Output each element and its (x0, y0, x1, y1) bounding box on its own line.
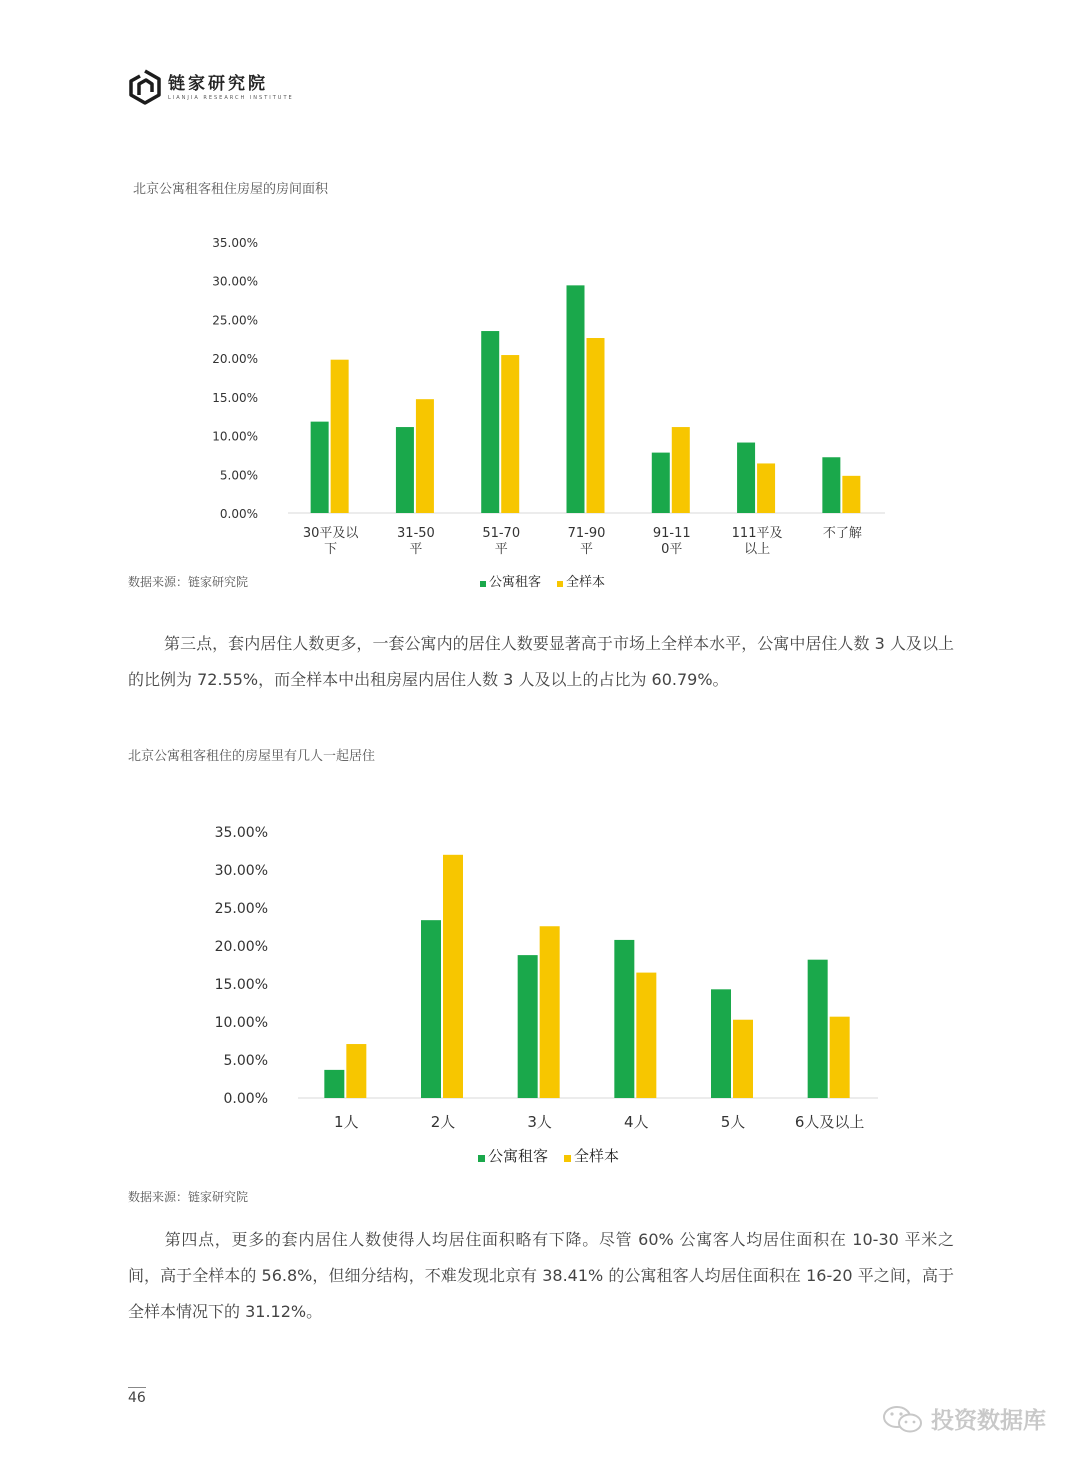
x-category-label: 平 (579, 542, 594, 557)
legend-label-1: 全样本 (574, 1147, 620, 1165)
x-category-label: 111平及 (731, 526, 783, 541)
y-tick-label: 5.00% (223, 1053, 268, 1069)
bar-all-sample-5 (757, 463, 775, 513)
page-number: 46 (128, 1390, 146, 1406)
y-tick-label: 0.00% (223, 1091, 268, 1107)
bar-apartment-6 (822, 457, 840, 513)
bar-all-sample-2 (540, 926, 560, 1098)
y-tick-label: 20.00% (214, 939, 268, 955)
x-category-label: 4人 (624, 1113, 649, 1131)
bar-all-sample-3 (636, 973, 656, 1098)
y-tick-label: 10.00% (212, 429, 258, 444)
y-tick-label: 0.00% (219, 507, 258, 521)
legend-label-0: 公寓租客 (488, 1147, 549, 1165)
page-number-rule (128, 1387, 146, 1388)
legend-label-0: 公寓租客 (489, 575, 542, 590)
chart2-title: 北京公寓租客租住的房屋里有几人一起居住 (128, 749, 376, 764)
legend-swatch-0 (478, 1155, 485, 1162)
watermark (881, 1402, 1046, 1435)
x-category-label: 0平 (661, 542, 683, 557)
logo-subtitle: LIANJIA RESEARCH INSTITUTE (168, 95, 294, 101)
y-tick-label: 15.00% (212, 390, 258, 405)
bar-apartment-0 (324, 1070, 344, 1098)
bar-apartment-0 (311, 422, 329, 513)
x-category-label: 30平及以 (302, 526, 359, 541)
y-tick-label: 5.00% (219, 468, 258, 483)
header-logo (128, 66, 294, 110)
bar-all-sample-6 (842, 476, 860, 513)
legend-swatch-0 (480, 581, 486, 587)
bar-all-sample-1 (443, 855, 463, 1098)
x-category-label: 1人 (334, 1113, 359, 1131)
paragraph-1-text: 第三点，套内居住人数更多，一套公寓内的居住人数要显著高于市场上全样本水平，公寓中居住人数 3 人及以上的比例为 72.55%，而全样本中出租房屋内居住人数 3 人及以上的占比为 60.79%。 (128, 634, 954, 689)
wechat-icon (881, 1404, 925, 1434)
y-tick-label: 35.00% (212, 236, 258, 250)
legend-label-1: 全样本 (566, 575, 606, 590)
bar-all-sample-1 (416, 399, 434, 513)
bar-apartment-1 (396, 427, 414, 513)
chart1-source: 数据来源：链家研究院 (128, 575, 249, 589)
chart1 (128, 225, 908, 600)
y-tick-label: 35.00% (214, 825, 268, 841)
chart2 (128, 815, 908, 1175)
watermark-text: 投资数据库 (931, 1408, 1046, 1434)
y-tick-label: 25.00% (212, 313, 258, 328)
bar-all-sample-0 (346, 1044, 366, 1098)
bar-apartment-3 (614, 940, 634, 1098)
paragraph-2-text: 第四点，更多的套内居住人数使得人均居住面积略有下降。尽管 60% 公寓客人均居住面积在 10-30 平米之间，高于全样本的 56.8%，但细分结构，不难发现北京有 38.41% 的公寓租客人均居住面积在 16-20 平之间，高于全样本情况下的 31.12%。 (128, 1230, 954, 1321)
x-category-label: 平 (409, 542, 423, 557)
bar-apartment-4 (711, 989, 731, 1098)
bar-all-sample-5 (830, 1017, 850, 1098)
bar-apartment-2 (518, 955, 538, 1098)
bar-apartment-5 (737, 443, 755, 513)
x-category-label: 下 (324, 542, 338, 557)
bar-all-sample-0 (331, 360, 349, 513)
x-category-label: 平 (494, 542, 508, 557)
x-category-label: 不了解 (822, 526, 862, 541)
x-category-label: 6人及以上 (794, 1113, 865, 1131)
x-category-label: 5人 (720, 1113, 746, 1131)
bar-apartment-3 (567, 285, 585, 513)
bar-all-sample-4 (733, 1020, 753, 1098)
y-tick-label: 30.00% (212, 274, 258, 289)
x-category-label: 91-11 (652, 526, 691, 541)
lianjia-logo-icon (128, 69, 162, 107)
x-category-label: 2人 (430, 1113, 456, 1131)
x-category-label: 3人 (527, 1113, 552, 1131)
paragraph-1 (128, 626, 954, 698)
paragraph-2 (128, 1222, 954, 1330)
bar-apartment-1 (421, 920, 441, 1098)
y-tick-label: 15.00% (214, 977, 268, 993)
y-tick-label: 20.00% (212, 352, 258, 367)
bar-all-sample-2 (501, 355, 519, 513)
legend-swatch-1 (557, 581, 563, 587)
legend-swatch-1 (564, 1155, 571, 1162)
bar-apartment-5 (808, 960, 828, 1098)
x-category-label: 71-90 (567, 526, 606, 541)
bar-apartment-2 (481, 331, 499, 513)
logo-name: 链家研究院 (168, 74, 268, 94)
bar-all-sample-4 (672, 427, 690, 513)
x-category-label: 51-70 (482, 526, 521, 541)
chart1-title: 北京公寓租客租住房屋的房间面积 (133, 182, 329, 197)
y-tick-label: 10.00% (214, 1015, 268, 1031)
y-tick-label: 25.00% (214, 901, 268, 917)
x-category-label: 以上 (744, 542, 771, 557)
bar-apartment-4 (652, 453, 670, 513)
x-category-label: 31-50 (397, 526, 435, 541)
bar-all-sample-3 (587, 338, 605, 513)
chart2-source: 数据来源：链家研究院 (128, 1190, 249, 1204)
y-tick-label: 30.00% (214, 863, 268, 879)
